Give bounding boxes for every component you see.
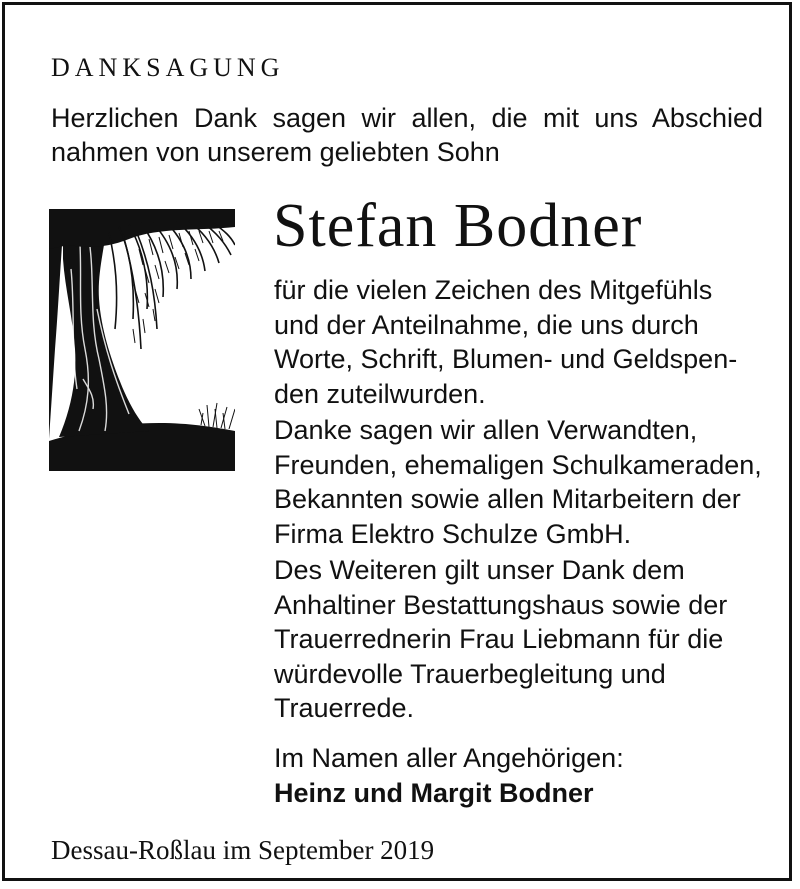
paragraph-sympathy xyxy=(274,273,764,411)
paragraph-line: den zuteilwurden. xyxy=(274,378,486,409)
paragraph-line: Worte, Schrift, Blumen- und Geldspen- xyxy=(274,344,738,374)
paragraph-line: Trauerrednerin Frau Liebmann für die xyxy=(274,624,724,654)
signature-names: Heinz und Margit Bodner xyxy=(274,777,594,808)
paragraph-line: Freunden, ehemaligen Schulkameraden, xyxy=(274,449,762,480)
signature-intro: Im Namen aller Angehörigen: xyxy=(274,743,624,773)
paragraph-funeral-home xyxy=(274,553,764,726)
paragraph-line: Firma Elektro Schulze GmbH. xyxy=(274,518,632,549)
intro-line: nahmen von unserem geliebten Sohn xyxy=(51,137,500,167)
paragraph-line: und der Anteilnahme, die uns durch xyxy=(274,309,699,340)
notice-frame xyxy=(2,2,792,881)
place-date: Dessau-Roßlau im September 2019 xyxy=(51,835,435,865)
paragraph-line: Trauerrede. xyxy=(274,693,415,723)
paragraph-line: für die vielen Zeichen des Mitgefühls xyxy=(274,275,713,305)
deceased-name: Stefan Bodner xyxy=(273,192,643,260)
tree-silhouette-icon xyxy=(49,209,235,471)
paragraph-line: Des Weiteren gilt unser Dank dem xyxy=(274,555,685,585)
intro-text xyxy=(51,101,763,169)
intro-line: Herzlichen Dank sagen wir allen, die mit uns Abschied xyxy=(51,103,763,133)
signature-block xyxy=(274,741,764,810)
notice-heading: DANKSAGUNG xyxy=(51,53,285,82)
paragraph-line: Danke sagen wir allen Verwandten, xyxy=(274,415,698,445)
paragraph-line: Bekannten sowie allen Mitarbeitern der xyxy=(274,484,741,514)
paragraph-relatives xyxy=(274,413,764,551)
paragraph-line: würdevolle Trauerbegleitung und xyxy=(274,658,666,689)
paragraph-line: Anhaltiner Bestattungshaus sowie der xyxy=(274,589,728,620)
